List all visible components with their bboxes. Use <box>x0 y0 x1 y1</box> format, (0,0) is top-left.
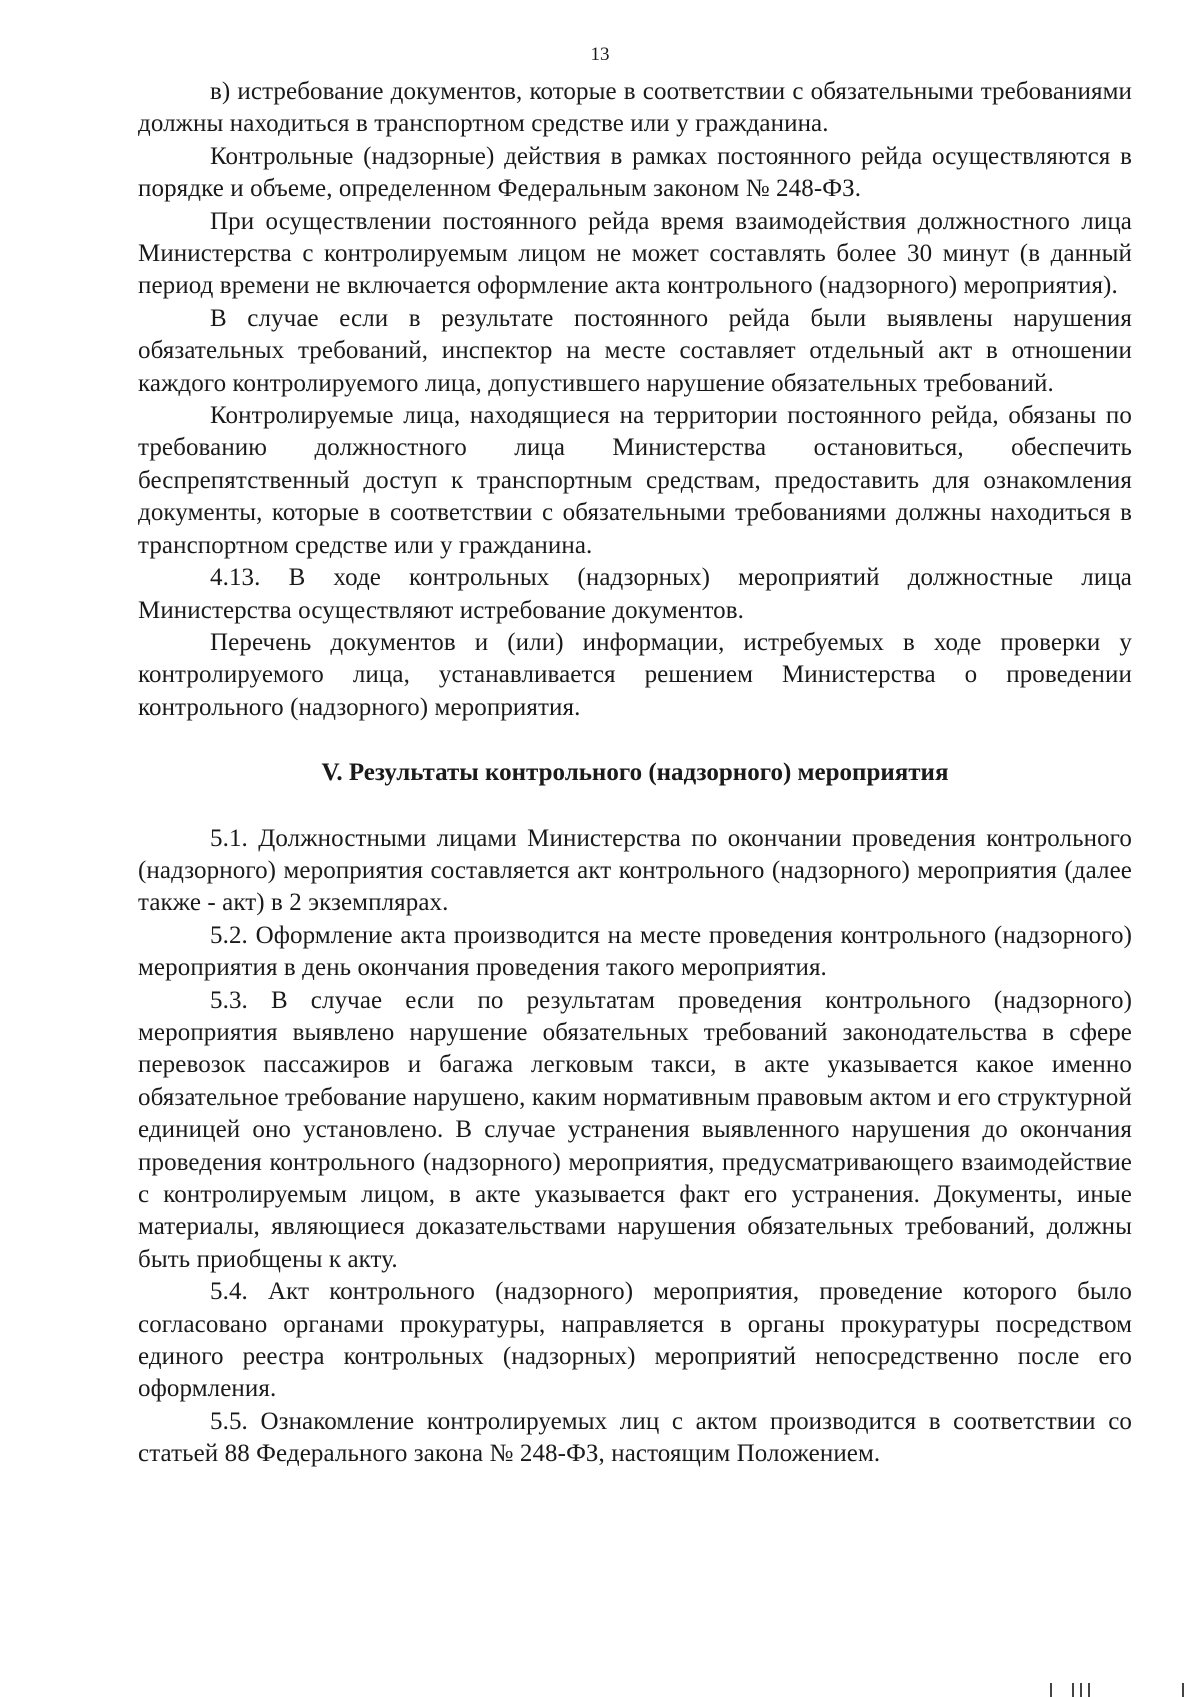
paragraph-documents-list: Перечень документов и (или) информации, истребуемых в ходе проверки у контролируемого лица, устанавливается решением Министерства о проведении контрольного (надзорного) мероприятия. <box>138 628 1132 721</box>
document-body <box>138 76 1132 1471</box>
paragraph-5-3: 5.3. В случае если по результатам проведения контрольного (надзорного) мероприятия выявлено нарушение обязательных требований законодательства в сфере перевозок пассажиров и багажа легковым такси, в акте указывается какое именно обязательное требование нарушено, каким нормативным правовым актом и его структурной единицей оно установлено. В случае устранения выявленного нарушения до окончания проведения контрольного (надзорного) мероприятия, предусматривающего взаимодействие с контролируемым лицом, в акте указывается факт его устранения. Документы, иные материалы, являющиеся доказательствами нарушения обязательных требований, должны быть приобщены к акту. <box>138 986 1132 1273</box>
paragraph-5-1: 5.1. Должностными лицами Министерства по окончании проведения контрольного (надзорного) мероприятия составляется акт контрольного (надзорного) мероприятия (далее также - акт) в 2 экземплярах. <box>138 824 1132 917</box>
paragraph-demand-documents: в) истребование документов, которые в соответствии с обязательными требованиями должны находиться в транспортном средстве или у гражданина. <box>138 78 1132 138</box>
scan-marks <box>1050 1683 1190 1697</box>
paragraph-5-4: 5.4. Акт контрольного (надзорного) мероприятия, проведение которого было согласовано органами прокуратуры, направляется в органы прокуратуры посредством единого реестра контрольных (надзорных) мероприятий непосредственно после его оформления. <box>138 1278 1132 1403</box>
section-heading: V. Результаты контрольного (надзорного) мероприятия <box>321 759 949 787</box>
paragraph-interaction-time: При осуществлении постоянного рейда время взаимодействия должностного лица Министерства с контролируемым лицом не может составлять более 30 минут (в данный период времени не включается оформление акта контрольного (надзорного) мероприятия). <box>138 207 1132 300</box>
paragraph-violations-act: В случае если в результате постоянного рейда были выявлены нарушения обязательных требований, инспектор на месте составляет отдельный акт в отношении каждого контролируемого лица, допустившего нарушение обязательных требований. <box>138 304 1132 397</box>
paragraph-5-2: 5.2. Оформление акта производится на месте проведения контрольного (надзорного) мероприятия в день окончания проведения такого мероприятия. <box>138 921 1132 982</box>
page-number: 13 <box>590 44 610 65</box>
paragraph-5-5: 5.5. Ознакомление контролируемых лиц с актом производится в соответствии со статьей 88 Федерального закона № 248-ФЗ, настоящим Положением. <box>138 1407 1132 1468</box>
paragraph-4-13: 4.13. В ходе контрольных (надзорных) мероприятий должностные лица Министерства осуществляют истребование документов. <box>138 564 1132 624</box>
paragraph-controlled-persons-duties: Контролируемые лица, находящиеся на территории постоянного рейда, обязаны по требованию должностного лица Министерства остановиться, обеспечить беспрепятственный доступ к транспортным средствам, предоставить для ознакомления документы, которые в соответствии с обязательными требованиями должны находиться в транспортном средстве или у гражданина. <box>138 402 1132 559</box>
paragraph-control-actions: Контрольные (надзорные) действия в рамках постоянного рейда осуществляются в порядке и объеме, определенном Федеральным законом № 248-ФЗ. <box>138 142 1132 203</box>
